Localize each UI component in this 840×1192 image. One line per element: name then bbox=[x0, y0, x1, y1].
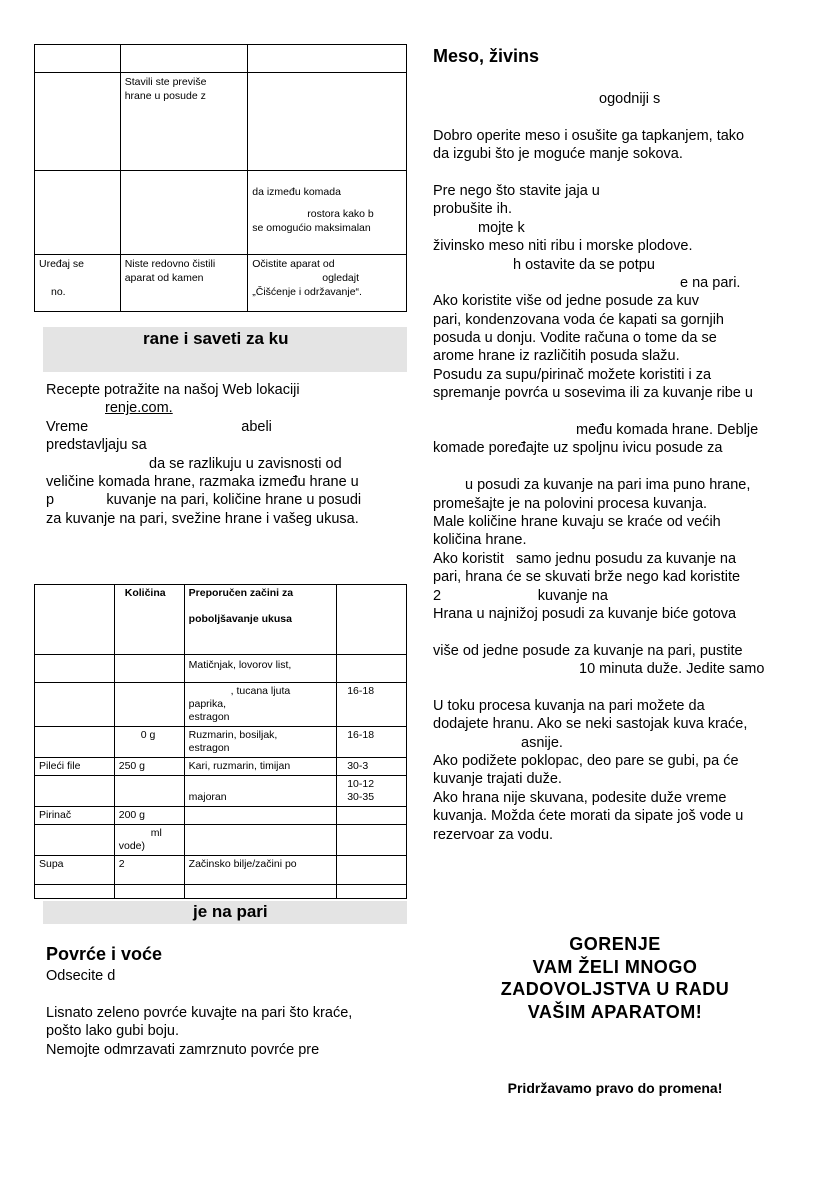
closing-line: ZADOVOLJSTVA U RADU bbox=[500, 979, 730, 999]
time-value: 16-18 bbox=[347, 729, 375, 741]
table-cell bbox=[35, 776, 115, 807]
table-cell bbox=[120, 73, 248, 171]
text-line: p kuvanje na pari, količine hrane u posudi bbox=[46, 492, 362, 509]
text-line: pari, hrana će se skuvati brže nego kad koristite bbox=[433, 569, 741, 586]
table-cell bbox=[337, 807, 407, 825]
table-cell bbox=[114, 758, 184, 776]
table-cell bbox=[114, 776, 184, 807]
cell-line: paprika, bbox=[188, 698, 227, 710]
table-cell bbox=[248, 255, 407, 312]
text-line: Vreme abeli bbox=[46, 418, 272, 435]
cell-line: Niste redovno čistili bbox=[124, 258, 216, 270]
cell-line: da između komada bbox=[252, 186, 341, 198]
text-line: Ako hrana nije skuvana, podesite duže vreme bbox=[433, 789, 727, 806]
table-cell bbox=[35, 255, 121, 312]
table-cell bbox=[337, 683, 407, 727]
table-cell bbox=[184, 825, 337, 856]
vegetables-paragraph bbox=[46, 967, 352, 1059]
quantity-value: ml bbox=[150, 827, 162, 839]
table-cell bbox=[120, 45, 248, 73]
table-cell bbox=[35, 171, 121, 255]
table-cell bbox=[114, 585, 184, 655]
table-cell bbox=[337, 776, 407, 807]
text-line: ogodniji s bbox=[599, 91, 661, 107]
text-line: Posudu za supu/pirinač možete koristiti i za bbox=[433, 366, 712, 383]
cell-line: aparat od kamen bbox=[124, 272, 204, 284]
cell-line: Očistite aparat od bbox=[252, 258, 335, 270]
quantity-value: 2 bbox=[118, 858, 125, 870]
cell-line: rostora kako b bbox=[307, 208, 374, 220]
text-line: U toku procesa kuvanja na pari možete da bbox=[433, 697, 705, 714]
table-cell bbox=[248, 45, 407, 73]
section-title-bar bbox=[43, 901, 407, 924]
header-spices: Preporučen začini za bbox=[188, 587, 294, 599]
table-cell bbox=[35, 73, 121, 171]
text-line: veličine komada hrane, razmaka između hrane u bbox=[46, 473, 359, 490]
table-cell bbox=[184, 727, 337, 758]
text-line: komade poređajte uz spoljnu ivicu posude za bbox=[433, 440, 723, 457]
table-cell bbox=[120, 171, 248, 255]
table-row bbox=[35, 255, 407, 312]
time-value: 30-35 bbox=[347, 791, 375, 803]
food-name: Pileći file bbox=[39, 760, 81, 772]
table-row bbox=[35, 776, 407, 807]
table-cell bbox=[120, 255, 248, 312]
cell-line: Začinsko bilje/začini po bbox=[188, 858, 297, 870]
table-cell bbox=[114, 856, 184, 885]
cell-line: Ruzmarin, bosiljak, bbox=[188, 729, 278, 741]
table-cell bbox=[184, 856, 337, 885]
text-line: probušite ih. bbox=[433, 201, 512, 218]
cell-line: se omogućio maksimalan bbox=[252, 222, 371, 234]
intro-paragraph bbox=[46, 381, 361, 528]
text-line: e na pari. bbox=[680, 274, 741, 291]
vegetables-heading: Povrće i voće bbox=[46, 944, 163, 964]
text-line: asnije. bbox=[521, 734, 563, 751]
text-line: kuvanje trajati duže. bbox=[433, 771, 562, 788]
text-line: posuda u donju. Vodite računa o tome da se bbox=[433, 330, 717, 347]
text-line bbox=[433, 108, 764, 126]
table-cell bbox=[337, 856, 407, 885]
table-cell bbox=[114, 655, 184, 683]
table-cell bbox=[114, 727, 184, 758]
table-header-row bbox=[35, 585, 407, 655]
section-title: rane i saveti za ku bbox=[143, 329, 289, 348]
time-value: 10-12 bbox=[347, 778, 375, 790]
table-cell bbox=[184, 655, 337, 683]
cell-line: estragon bbox=[188, 711, 230, 723]
table-cell bbox=[35, 807, 115, 825]
text-line bbox=[433, 458, 764, 476]
cell-line: Matičnjak, lovorov list, bbox=[188, 659, 292, 671]
text-line: količina hrane. bbox=[433, 532, 527, 549]
table-row bbox=[35, 683, 407, 727]
text-line: mojte k bbox=[478, 219, 525, 236]
header-spices: poboljšavanje ukusa bbox=[188, 613, 292, 625]
table-row bbox=[35, 45, 407, 73]
quantity-value: 200 g bbox=[118, 809, 146, 821]
text-line: Ako koristite više od jedne posude za kuv bbox=[433, 293, 699, 310]
web-link-line bbox=[46, 399, 361, 417]
table-row bbox=[35, 655, 407, 683]
section-title-bar bbox=[43, 327, 407, 372]
text-line: pari, kondenzovana voda će kapati sa gornjih bbox=[433, 311, 724, 328]
text-line: 2 kuvanje na bbox=[433, 587, 608, 604]
table-row bbox=[35, 807, 407, 825]
text-line: Recepte potražite na našoj Web lokaciji bbox=[46, 382, 300, 398]
text-line: kuvanja. Možda ćete morati da sipate još vode u bbox=[433, 808, 744, 825]
food-name: Pirinač bbox=[39, 809, 72, 821]
time-value: 30-3 bbox=[347, 760, 369, 772]
disclaimer: Pridržavamo pravo do promena! bbox=[507, 1080, 723, 1096]
table-cell bbox=[114, 683, 184, 727]
text-line: Nemojte odmrzavati zamrznuto povrće pre bbox=[46, 1041, 320, 1058]
meat-paragraph bbox=[433, 90, 764, 844]
food-name: Supa bbox=[39, 858, 64, 870]
cell-line: Uređaj se bbox=[39, 258, 84, 270]
text-line: h ostavite da se potpu bbox=[513, 256, 655, 273]
table-cell bbox=[184, 758, 337, 776]
text-line: Odsecite d bbox=[46, 968, 116, 984]
header-quantity: Količina bbox=[124, 587, 166, 599]
cell-line: , tucana ljuta bbox=[230, 685, 291, 697]
table-cell bbox=[114, 885, 184, 899]
table-cell bbox=[35, 825, 115, 856]
cell-line: hrane u posude z bbox=[124, 90, 206, 102]
table-row bbox=[35, 825, 407, 856]
cell-line: majoran bbox=[188, 791, 227, 803]
text-line: 10 minuta duže. Jedite samo bbox=[579, 661, 765, 678]
text-line: predstavljaju sa bbox=[46, 437, 147, 454]
text-line bbox=[433, 623, 764, 641]
table-cell bbox=[337, 655, 407, 683]
table-cell bbox=[35, 758, 115, 776]
cell-line: estragon bbox=[188, 742, 230, 754]
table-cell bbox=[337, 758, 407, 776]
text-line: Hrana u najnižoj posudi za kuvanje biće gotova bbox=[433, 605, 737, 622]
table-cell bbox=[337, 585, 407, 655]
text-line bbox=[433, 164, 764, 182]
text-line: Pre nego što stavite jaja u bbox=[433, 182, 600, 199]
table-cell bbox=[248, 73, 407, 171]
quantity-value: 250 g bbox=[118, 760, 146, 772]
cell-line: Stavili ste previše bbox=[124, 76, 207, 88]
cell-line: no. bbox=[51, 286, 66, 298]
text-line: pošto lako gubi boju. bbox=[46, 1023, 180, 1040]
text-line bbox=[433, 679, 764, 697]
table-cell bbox=[35, 885, 115, 899]
text-line: promešajte je na polovini procesa kuvanja. bbox=[433, 495, 708, 512]
recipe-table bbox=[34, 584, 407, 899]
table-cell bbox=[184, 776, 337, 807]
cell-line: „Čišćenje i održavanje“. bbox=[252, 286, 362, 298]
closing-message bbox=[440, 933, 790, 1023]
closing-line: VAM ŽELI MNOGO bbox=[532, 956, 698, 977]
text-line: da izgubi što je moguće manje sokova. bbox=[433, 146, 683, 163]
table-cell bbox=[35, 727, 115, 758]
table-cell bbox=[114, 825, 184, 856]
table-cell bbox=[114, 807, 184, 825]
cell-line: ogledajt bbox=[322, 272, 360, 284]
table-cell bbox=[35, 683, 115, 727]
text-line: spremanje povrća u sosevima ili za kuvanje ribe u bbox=[433, 385, 753, 402]
table-cell bbox=[35, 856, 115, 885]
text-line: dodajete hranu. Ako se neki sastojak kuva kraće, bbox=[433, 716, 748, 733]
text-line: rezervoar za vodu. bbox=[433, 826, 554, 843]
closing-line: VAŠIM APARATOM! bbox=[527, 1001, 703, 1022]
table-cell bbox=[35, 45, 121, 73]
table-row bbox=[35, 73, 407, 171]
quantity-value: 0 g bbox=[140, 729, 156, 741]
section-title: je na pari bbox=[193, 902, 268, 921]
table-row bbox=[35, 856, 407, 885]
table-cell bbox=[337, 825, 407, 856]
table-cell bbox=[35, 655, 115, 683]
text-line: Male količine hrane kuvaju se kraće od većih bbox=[433, 513, 721, 530]
web-link[interactable]: renje.com. bbox=[105, 400, 173, 417]
table-cell bbox=[337, 727, 407, 758]
text-line bbox=[433, 403, 764, 421]
text-line: živinsko meso niti ribu i morske plodove. bbox=[433, 238, 693, 255]
text-line bbox=[46, 985, 352, 1003]
table-row bbox=[35, 885, 407, 899]
closing-line: GORENJE bbox=[569, 934, 661, 954]
cell-line: Kari, ruzmarin, timijan bbox=[188, 760, 291, 772]
table-cell bbox=[184, 807, 337, 825]
table-cell bbox=[248, 171, 407, 255]
table-cell bbox=[337, 885, 407, 899]
table-cell bbox=[35, 585, 115, 655]
table-row bbox=[35, 758, 407, 776]
text-line: Dobro operite meso i osušite ga tapkanjem, tako bbox=[433, 127, 745, 144]
text-line: Ako podižete poklopac, deo pare se gubi, pa će bbox=[433, 753, 739, 770]
table-cell bbox=[184, 585, 337, 655]
text-line: među komada hrane. Deblje bbox=[576, 422, 759, 439]
text-line: da se razlikuju u zavisnosti od bbox=[149, 455, 342, 472]
table-row bbox=[35, 171, 407, 255]
table-row bbox=[35, 727, 407, 758]
text-line: u posudi za kuvanje na pari ima puno hrane, bbox=[465, 477, 751, 494]
table-cell bbox=[184, 683, 337, 727]
time-value: 16-18 bbox=[347, 685, 375, 697]
text-line: arome hrane iz različitih posuda slažu. bbox=[433, 348, 680, 365]
meat-heading: Meso, živins bbox=[433, 46, 540, 66]
troubleshooting-table bbox=[34, 44, 407, 312]
text-line: Lisnato zeleno povrće kuvajte na pari što kraće, bbox=[46, 1004, 353, 1021]
table-cell bbox=[184, 885, 337, 899]
text-line: za kuvanje na pari, svežine hrane i vašeg ukusa. bbox=[46, 510, 359, 527]
text-line: Ako koristit samo jednu posudu za kuvanje na bbox=[433, 550, 737, 567]
text-line: više od jedne posude za kuvanje na pari, pustite bbox=[433, 642, 743, 659]
quantity-value: vode) bbox=[118, 840, 146, 852]
